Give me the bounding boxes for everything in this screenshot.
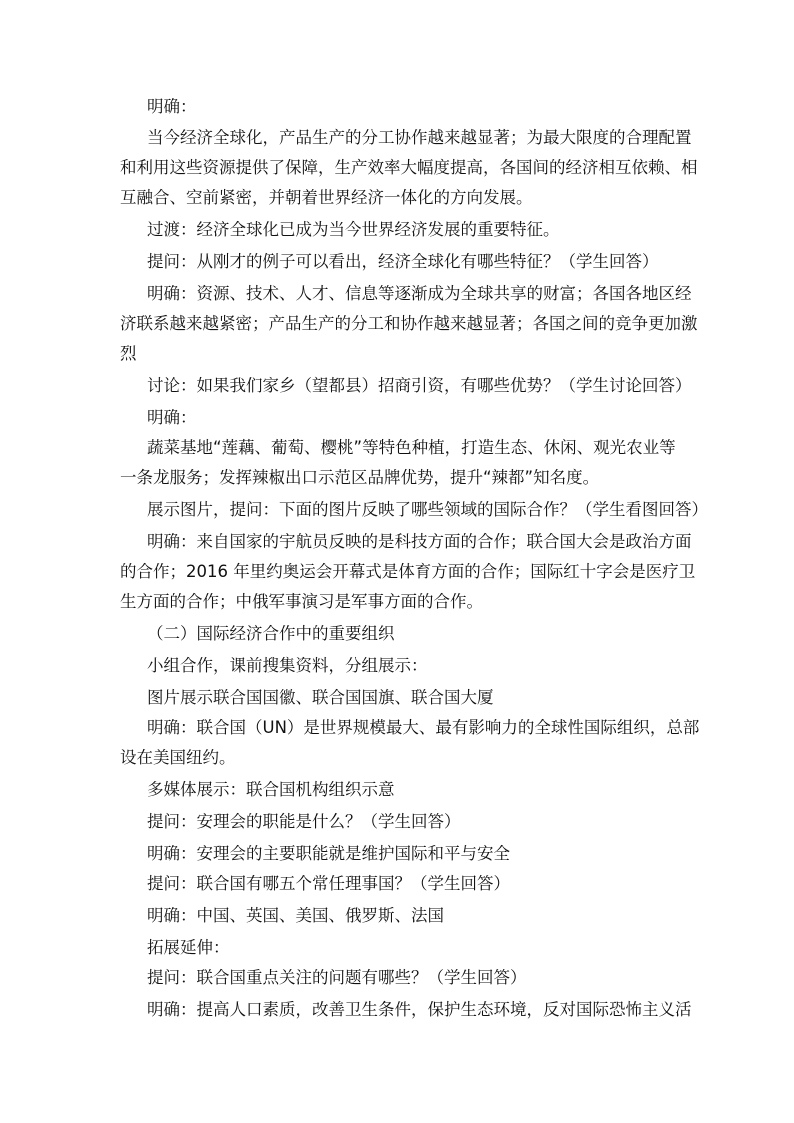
text-line: 烈 [120, 344, 137, 363]
text-line: 提问：从刚才的例子可以看出，经济全球化有哪些特征？（学生回答） [147, 252, 659, 271]
text-line: 济联系越来越紧密；产品生产的分工和协作越来越显著；各国之间的竞争更加激 [120, 314, 698, 333]
text-line: 提问：联合国重点关注的问题有哪些？（学生回答） [147, 968, 527, 987]
text-line: 图片展示联合国国徽、联合国国旗、联合国大厦 [147, 688, 494, 707]
text-line: 明确： [147, 97, 197, 116]
text-line: 明确：中国、英国、美国、俄罗斯、法国 [147, 906, 444, 925]
text-line: 明确：资源、技术、人才、信息等逐渐成为全球共享的财富；各国各地区经 [147, 284, 692, 303]
text-line: 的合作；2016 年里约奥运会开幕式是体育方面的合作；国际红十字会是医疗卫 [120, 562, 696, 581]
text-line: 一条龙服务；发挥辣椒出口示范区品牌优势，提升“辣都”知名度。 [120, 468, 600, 487]
text-line: 生方面的合作；中俄军事演习是军事方面的合作。 [120, 592, 483, 611]
text-line: 提问：安理会的职能是什么？（学生回答） [147, 812, 461, 831]
text-line: 讨论：如果我们家乡（望都县）招商引资，有哪些优势？（学生讨论回答） [147, 376, 692, 395]
text-line: 当今经济全球化，产品生产的分工协作越来越显著；为最大限度的合理配置 [147, 128, 692, 147]
text-line: 明确： [147, 408, 197, 427]
text-line: 提问：联合国有哪五个常任理事国？（学生回答） [147, 874, 510, 893]
text-line: 蔬菜基地“莲藕、葡萄、樱桃”等特色种植，打造生态、休闲、观光农业等 [147, 438, 676, 457]
section-heading: （二）国际经济合作中的重要组织 [147, 624, 395, 643]
text-line: 设在美国纽约。 [120, 748, 236, 767]
text-line: 展示图片，提问：下面的图片反映了哪些领域的国际合作？（学生看图回答） [147, 500, 708, 519]
text-line: 明确：提高人口素质，改善卫生条件，保护生态环境，反对国际恐怖主义活 [147, 1000, 692, 1019]
text-line: 互融合、空前紧密，并朝着世界经济一体化的方向发展。 [120, 188, 533, 207]
text-line: 拓展延伸： [147, 938, 230, 957]
text-line: 明确：联合国（UN）是世界规模最大、最有影响力的全球性国际组织，总部 [147, 718, 700, 737]
text-line: 过渡：经济全球化已成为当今世界经济发展的重要特征。 [147, 220, 560, 239]
text-line: 小组合作，课前搜集资料，分组展示： [147, 656, 428, 675]
text-line: 明确：安理会的主要职能就是维护国际和平与安全 [147, 844, 510, 863]
text-line: 多媒体展示：联合国机构组织示意 [147, 780, 395, 799]
text-line: 明确：来自国家的宇航员反映的是科技方面的合作；联合国大会是政治方面 [147, 532, 692, 551]
text-line: 和利用这些资源提供了保障，生产效率大幅度提高，各国间的经济相互依赖、相 [120, 158, 698, 177]
